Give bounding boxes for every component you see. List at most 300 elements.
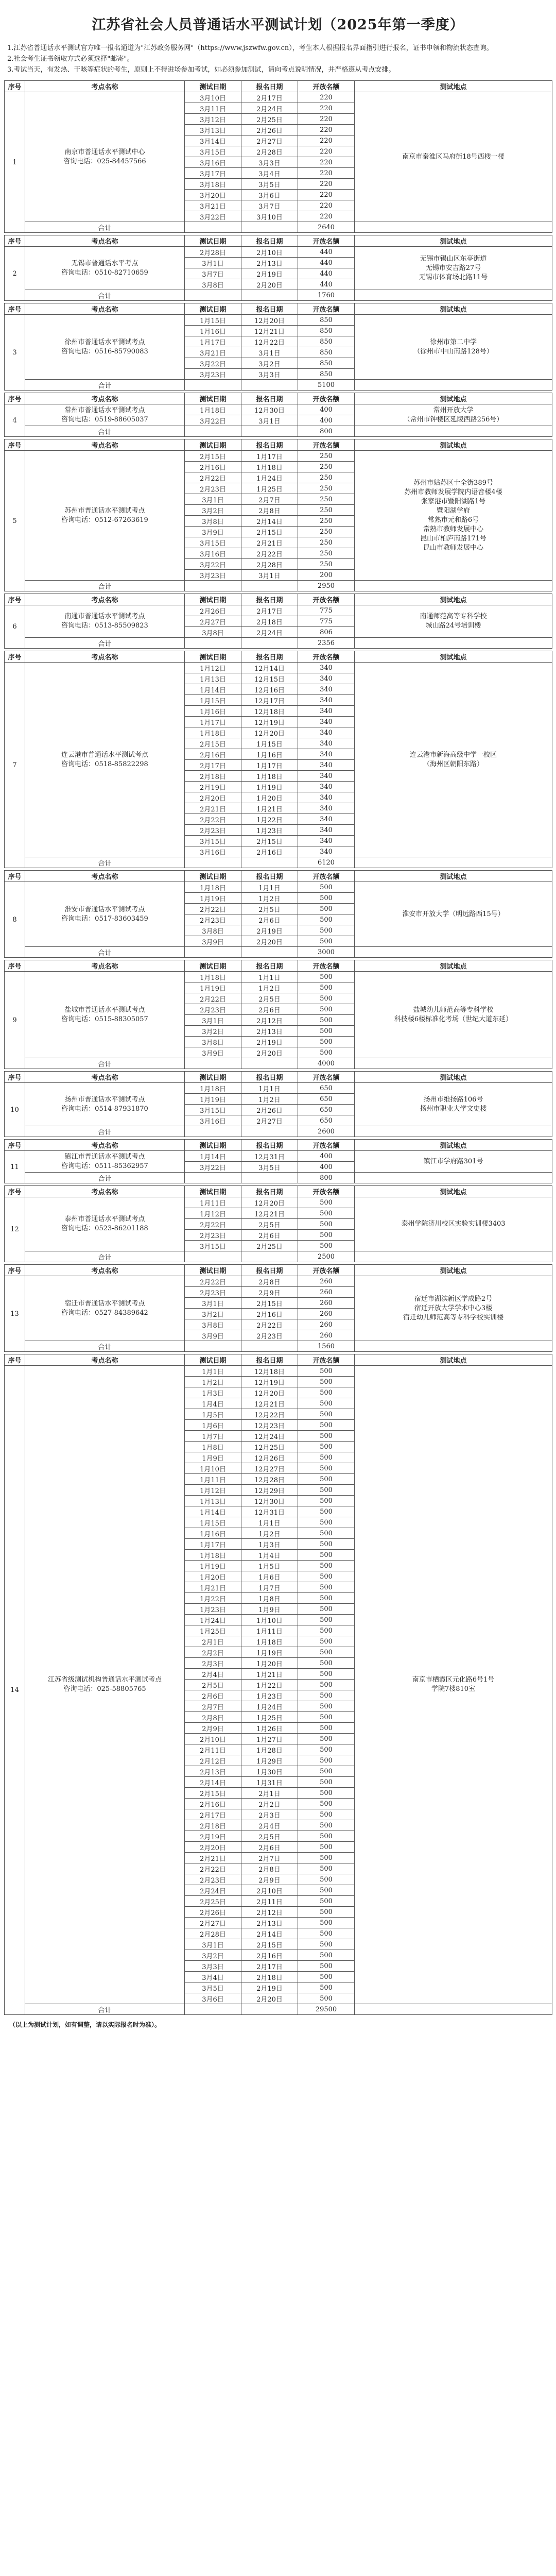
reg-date: 3月10日 [241, 211, 298, 222]
site-name [25, 1276, 185, 1341]
test-date: 2月10日 [185, 1734, 241, 1744]
test-location [355, 1276, 552, 1341]
test-date: 3月1日 [185, 1015, 241, 1026]
cell-line: 扬州市职业大学文史楼 [420, 1105, 487, 1113]
quota: 250 [298, 483, 355, 494]
reg-date: 12月20日 [241, 1387, 298, 1398]
site-name [25, 1083, 185, 1126]
total-empty [185, 426, 241, 437]
site-name [25, 663, 185, 857]
test-date: 3月15日 [185, 1241, 241, 1251]
reg-date: 12月20日 [241, 1197, 298, 1208]
test-date: 1月14日 [185, 1151, 241, 1162]
reg-date: 2月12日 [241, 1907, 298, 1918]
table-row [5, 1197, 552, 1208]
reg-date: 12月25日 [241, 1442, 298, 1452]
cell-line: 镇江市学府路301号 [423, 1157, 483, 1165]
reg-date: 1月31日 [241, 1777, 298, 1788]
total-empty [241, 222, 298, 233]
total-value: 29500 [298, 2004, 355, 2015]
reg-date: 2月27日 [241, 135, 298, 146]
reg-date: 2月8日 [241, 505, 298, 516]
table-row [5, 972, 552, 982]
test-date: 1月14日 [185, 684, 241, 695]
site-name [25, 605, 185, 638]
reg-date: 2月12日 [241, 1015, 298, 1026]
reg-date: 12月22日 [241, 336, 298, 347]
quota: 250 [298, 505, 355, 516]
reg-date: 2月21日 [241, 537, 298, 548]
test-date: 2月21日 [185, 1853, 241, 1863]
test-date: 3月23日 [185, 369, 241, 380]
test-date: 2月2日 [185, 1647, 241, 1658]
test-location [355, 1366, 552, 2004]
reg-date: 2月15日 [241, 1298, 298, 1309]
total-empty [185, 2004, 241, 2015]
reg-date: 2月3日 [241, 1809, 298, 1820]
header-seq: 序号 [5, 81, 25, 92]
quota: 500 [298, 1561, 355, 1571]
reg-date: 2月8日 [241, 1863, 298, 1874]
quota: 500 [298, 1701, 355, 1712]
reg-date: 2月16日 [241, 846, 298, 857]
total-empty [241, 1251, 298, 1262]
reg-date: 12月30日 [241, 404, 298, 415]
reg-date: 2月6日 [241, 1004, 298, 1015]
test-date: 1月11日 [185, 1474, 241, 1485]
quota: 340 [298, 738, 355, 749]
quota: 340 [298, 727, 355, 738]
site-name [25, 451, 185, 581]
test-date: 1月1日 [185, 1366, 241, 1377]
header-site: 考点名称 [25, 393, 185, 404]
reg-date: 2月20日 [241, 279, 298, 290]
site-name [25, 92, 185, 222]
quota: 400 [298, 404, 355, 415]
header-reg-date: 报名日期 [241, 235, 298, 247]
reg-date: 12月14日 [241, 663, 298, 673]
quota: 340 [298, 846, 355, 857]
test-date: 3月8日 [185, 516, 241, 527]
reg-date: 1月24日 [241, 472, 298, 483]
quota: 220 [298, 190, 355, 200]
quota: 500 [298, 936, 355, 947]
quota: 500 [298, 1950, 355, 1961]
quota: 500 [298, 1982, 355, 1993]
cell-line: 连云港市普通话水平测试考点 [61, 751, 148, 759]
header-seq: 序号 [5, 960, 25, 972]
header-test-date: 测试日期 [185, 393, 241, 404]
quota: 500 [298, 1658, 355, 1669]
reg-date: 3月3日 [241, 369, 298, 380]
reg-date: 1月17日 [241, 760, 298, 771]
reg-date: 2月18日 [241, 1972, 298, 1982]
quota: 500 [298, 1809, 355, 1820]
total-empty [355, 2004, 552, 2015]
reg-date: 2月8日 [241, 1276, 298, 1287]
header-reg-date: 报名日期 [241, 871, 298, 882]
reg-date: 1月18日 [241, 1636, 298, 1647]
quota: 500 [298, 1452, 355, 1463]
total-empty [355, 426, 552, 437]
reg-date: 3月5日 [241, 1162, 298, 1173]
reg-date: 12月21日 [241, 1398, 298, 1409]
total-label: 合计 [25, 1251, 185, 1262]
quota: 400 [298, 415, 355, 426]
reg-date: 12月22日 [241, 1409, 298, 1420]
quota: 500 [298, 982, 355, 993]
total-value: 800 [298, 1173, 355, 1183]
test-location [355, 972, 552, 1058]
total-row [5, 380, 552, 391]
site-name [25, 1151, 185, 1173]
total-value: 4000 [298, 1058, 355, 1069]
quota: 250 [298, 559, 355, 570]
header-seq: 序号 [5, 1265, 25, 1276]
reg-date: 2月5日 [241, 1831, 298, 1842]
test-date: 2月22日 [185, 1863, 241, 1874]
table-row [5, 451, 552, 462]
test-date: 3月1日 [185, 258, 241, 268]
reg-date: 2月15日 [241, 527, 298, 537]
test-date: 1月18日 [185, 972, 241, 982]
quota: 340 [298, 706, 355, 717]
test-date: 3月2日 [185, 1309, 241, 1319]
reg-date: 3月3日 [241, 157, 298, 168]
header-seq: 序号 [5, 1140, 25, 1151]
reg-date: 1月28日 [241, 1744, 298, 1755]
total-row [5, 947, 552, 958]
total-row [5, 2004, 552, 2015]
test-date: 2月22日 [185, 814, 241, 825]
cell-line: 常熟市教师发展中心 [423, 525, 483, 533]
test-date: 1月15日 [185, 1517, 241, 1528]
reg-date: 12月18日 [241, 1366, 298, 1377]
total-empty [241, 1126, 298, 1137]
quota: 250 [298, 494, 355, 505]
quota: 500 [298, 1604, 355, 1615]
cell-line: 宿迁开放大学学术中心3楼 [414, 1304, 493, 1312]
table-row [5, 404, 552, 415]
cell-line: 宿迁市湖滨新区学成路2号 [414, 1295, 493, 1303]
quota: 500 [298, 1863, 355, 1874]
reg-date: 12月26日 [241, 1452, 298, 1463]
header-seq: 序号 [5, 871, 25, 882]
reg-date: 1月26日 [241, 1723, 298, 1734]
block-seq: 12 [5, 1197, 25, 1262]
header-quota: 开放名额 [298, 1186, 355, 1197]
test-date: 3月16日 [185, 548, 241, 559]
total-row [5, 426, 552, 437]
reg-date: 3月4日 [241, 168, 298, 179]
quota: 340 [298, 782, 355, 792]
test-date: 1月20日 [185, 1571, 241, 1582]
total-label: 合计 [25, 947, 185, 958]
quota: 500 [298, 1842, 355, 1853]
reg-date: 2月10日 [241, 247, 298, 258]
header-seq: 序号 [5, 439, 25, 451]
reg-date: 2月1日 [241, 1788, 298, 1799]
reg-date: 1月22日 [241, 814, 298, 825]
reg-date: 12月21日 [241, 326, 298, 336]
quota: 500 [298, 972, 355, 982]
test-date: 1月21日 [185, 1582, 241, 1593]
cell-line: 南京市普通话水平测试中心 [64, 148, 145, 156]
test-date: 3月16日 [185, 846, 241, 857]
test-date: 3月1日 [185, 494, 241, 505]
total-empty [185, 1058, 241, 1069]
quota: 220 [298, 92, 355, 103]
header-reg-date: 报名日期 [241, 1265, 298, 1276]
test-date: 1月22日 [185, 1593, 241, 1604]
quota: 440 [298, 258, 355, 268]
test-date: 3月21日 [185, 347, 241, 358]
test-date: 1月3日 [185, 1387, 241, 1398]
header-test-date: 测试日期 [185, 1140, 241, 1151]
test-location [355, 315, 552, 380]
total-empty [355, 947, 552, 958]
table-row [5, 92, 552, 103]
total-empty [241, 857, 298, 868]
test-date: 3月15日 [185, 146, 241, 157]
reg-date: 3月1日 [241, 347, 298, 358]
header-seq: 序号 [5, 1186, 25, 1197]
cell-line: 昆山市教师发展中心 [423, 544, 483, 552]
cell-line: 咨询电话：0511-85362957 [61, 1162, 148, 1170]
quota: 850 [298, 369, 355, 380]
quota: 260 [298, 1287, 355, 1298]
header-quota: 开放名额 [298, 1265, 355, 1276]
test-date: 1月19日 [185, 893, 241, 904]
test-date: 3月11日 [185, 103, 241, 114]
cell-line: 咨询电话：0514-87931870 [61, 1105, 148, 1113]
cell-line: 无锡市体育场北路11号 [419, 273, 488, 281]
cell-line: 常熟市元和路6号 [427, 516, 479, 524]
total-value: 1760 [298, 290, 355, 301]
quota: 500 [298, 993, 355, 1004]
site-name [25, 315, 185, 380]
test-date: 3月8日 [185, 279, 241, 290]
cell-line: 学院7楼810室 [431, 1685, 476, 1693]
quota: 806 [298, 627, 355, 638]
reg-date: 2月25日 [241, 1241, 298, 1251]
test-date: 2月4日 [185, 1669, 241, 1680]
test-date: 2月27日 [185, 1918, 241, 1928]
test-date: 1月7日 [185, 1431, 241, 1442]
cell-line: 咨询电话：0523-86201188 [61, 1225, 148, 1232]
cell-line: 暨阳湖学府 [436, 506, 470, 515]
block-separator [4, 2015, 552, 2017]
cell-line: 南京市秦淮区马府街18号西楼一楼 [402, 152, 505, 161]
cell-line: 连云港市新海高级中学一校区 [409, 751, 497, 759]
quota: 500 [298, 1506, 355, 1517]
reg-date: 1月21日 [241, 1669, 298, 1680]
quota: 340 [298, 749, 355, 760]
total-value: 3000 [298, 947, 355, 958]
test-date: 3月8日 [185, 627, 241, 638]
site-name [25, 1197, 185, 1251]
total-empty [185, 638, 241, 649]
test-date: 3月17日 [185, 168, 241, 179]
reg-date: 1月3日 [241, 1539, 298, 1550]
site-name [25, 1366, 185, 2004]
reg-date: 1月20日 [241, 792, 298, 803]
quota: 220 [298, 114, 355, 125]
total-label: 合计 [25, 581, 185, 591]
reg-date: 1月25日 [241, 1712, 298, 1723]
quota: 440 [298, 268, 355, 279]
site-name [25, 972, 185, 1058]
quota: 340 [298, 684, 355, 695]
quota: 500 [298, 1485, 355, 1496]
cell-line: 咨询电话：0510-82710659 [61, 268, 148, 277]
reg-date: 1月21日 [241, 803, 298, 814]
total-value: 1560 [298, 1341, 355, 1352]
header-quota: 开放名额 [298, 1354, 355, 1366]
test-date: 2月17日 [185, 1809, 241, 1820]
quota: 500 [298, 1734, 355, 1744]
reg-date: 2月14日 [241, 1928, 298, 1939]
reg-date: 12月28日 [241, 1474, 298, 1485]
test-location [355, 247, 552, 290]
reg-date: 12月16日 [241, 684, 298, 695]
header-quota: 开放名额 [298, 439, 355, 451]
cell-line: 咨询电话：0516-85790083 [61, 347, 148, 355]
header-reg-date: 报名日期 [241, 1354, 298, 1366]
quota: 500 [298, 1026, 355, 1037]
total-empty [241, 1173, 298, 1183]
total-label: 合计 [25, 380, 185, 391]
quota: 500 [298, 1496, 355, 1506]
cell-line: 淮安市开放大学（明远路西15号） [402, 910, 505, 918]
header-site: 考点名称 [25, 439, 185, 451]
cell-line: 南京市栖霞区元化路6号1号 [412, 1676, 495, 1684]
schedule-block [4, 235, 552, 301]
test-date: 2月23日 [185, 914, 241, 925]
total-row [5, 1251, 552, 1262]
reg-date: 1月24日 [241, 1701, 298, 1712]
cell-line: 扬州市维扬路106号 [423, 1095, 483, 1104]
test-date: 1月12日 [185, 663, 241, 673]
test-date: 2月9日 [185, 1723, 241, 1734]
quota: 500 [298, 1409, 355, 1420]
test-date: 2月6日 [185, 1690, 241, 1701]
quota: 500 [298, 1420, 355, 1431]
table-row [5, 1151, 552, 1162]
quota: 650 [298, 1094, 355, 1105]
total-empty [241, 581, 298, 591]
cell-line: 泰州市普通话水平测试考点 [64, 1215, 145, 1223]
test-date: 3月1日 [185, 1939, 241, 1950]
test-date: 2月15日 [185, 738, 241, 749]
header-row [5, 393, 552, 404]
total-label: 合计 [25, 857, 185, 868]
reg-date: 12月29日 [241, 1485, 298, 1496]
reg-date: 1月2日 [241, 893, 298, 904]
header-site: 考点名称 [25, 1354, 185, 1366]
total-empty [185, 380, 241, 391]
quota: 500 [298, 1788, 355, 1799]
test-date: 3月16日 [185, 157, 241, 168]
quota: 850 [298, 336, 355, 347]
header-row [5, 594, 552, 605]
cell-line: 无锡市锡山区东亭街道 [420, 255, 487, 263]
total-empty [355, 1173, 552, 1183]
quota: 500 [298, 1015, 355, 1026]
header-site: 考点名称 [25, 81, 185, 92]
cell-line: （徐州市中山南路128号） [413, 347, 493, 355]
reg-date: 1月2日 [241, 1094, 298, 1105]
test-date: 1月8日 [185, 1442, 241, 1452]
quota: 220 [298, 179, 355, 190]
quota: 500 [298, 1853, 355, 1863]
total-row [5, 638, 552, 649]
reg-date: 2月2日 [241, 1799, 298, 1809]
table-row [5, 1276, 552, 1287]
reg-date: 2月16日 [241, 1309, 298, 1319]
reg-date: 1月7日 [241, 1582, 298, 1593]
reg-date: 1月1日 [241, 1517, 298, 1528]
reg-date: 1月19日 [241, 1647, 298, 1658]
test-date: 2月22日 [185, 993, 241, 1004]
quota: 340 [298, 803, 355, 814]
header-location: 测试地点 [355, 960, 552, 972]
reg-date: 12月23日 [241, 1420, 298, 1431]
reg-date: 2月5日 [241, 1219, 298, 1230]
reg-date: 2月18日 [241, 616, 298, 627]
test-date: 2月22日 [185, 904, 241, 914]
quota: 850 [298, 315, 355, 326]
quota: 440 [298, 279, 355, 290]
header-location: 测试地点 [355, 871, 552, 882]
header-row [5, 871, 552, 882]
header-seq: 序号 [5, 393, 25, 404]
test-date: 3月8日 [185, 925, 241, 936]
reg-date: 2月23日 [241, 1330, 298, 1341]
note-item: 3.考试当天，有发热、干咳等症状的考生，原则上不得进场参加考试，如必须参加测试，请向考点说明情况，并严格遵从考点安排。 [7, 66, 395, 74]
quota: 440 [298, 247, 355, 258]
total-empty [355, 1251, 552, 1262]
reg-date: 3月5日 [241, 179, 298, 190]
quota: 775 [298, 605, 355, 616]
reg-date: 2月5日 [241, 993, 298, 1004]
test-date: 3月20日 [185, 190, 241, 200]
total-empty [355, 290, 552, 301]
total-row [5, 222, 552, 233]
test-location [355, 1197, 552, 1251]
quota: 250 [298, 516, 355, 527]
reg-date: 2月16日 [241, 1950, 298, 1961]
cell-line: 淮安市普通话水平测试考点 [64, 905, 145, 913]
cell-line: 张家港市暨阳湖路1号 [421, 497, 486, 505]
quota: 650 [298, 1083, 355, 1094]
header-test-date: 测试日期 [185, 1072, 241, 1083]
quota: 500 [298, 1004, 355, 1015]
quota: 500 [298, 882, 355, 893]
quota: 220 [298, 125, 355, 135]
header-row [5, 303, 552, 315]
header-test-date: 测试日期 [185, 81, 241, 92]
reg-date: 2月9日 [241, 1874, 298, 1885]
header-quota: 开放名额 [298, 651, 355, 663]
test-date: 2月21日 [185, 803, 241, 814]
header-reg-date: 报名日期 [241, 1140, 298, 1151]
table-row [5, 605, 552, 616]
quota: 500 [298, 1230, 355, 1241]
header-site: 考点名称 [25, 594, 185, 605]
header-reg-date: 报名日期 [241, 393, 298, 404]
header-site: 考点名称 [25, 1265, 185, 1276]
